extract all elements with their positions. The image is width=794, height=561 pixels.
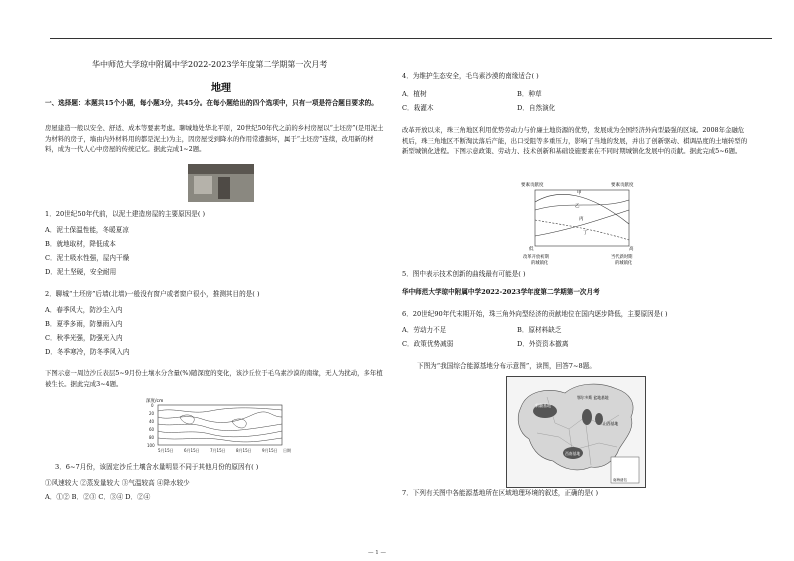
q2-stem: 2．聊城“土坯房”后墙(北墙)一般没有窗户或者窗户很小，推测其目的是( ): [45, 290, 260, 298]
fig-right-top: 要素贡献度: [611, 183, 634, 188]
q3-numbered-options: ①风速较大 ②蒸发量较大 ③气温较高 ④降水较少: [45, 479, 190, 487]
q3-choices[interactable]: A．①② B．②③ C．③④ D．②④: [45, 493, 151, 501]
xtick-0: 5月15日: [158, 448, 174, 453]
ytick-0: 0: [151, 403, 154, 408]
fig-bottom-right: 当代新时期: [611, 255, 633, 260]
y-ticks: [147, 403, 155, 448]
mud-house-photo: [188, 164, 254, 202]
fig-bottom-left: 改革开放初期: [523, 255, 549, 260]
xtick-3: 8月15日: [236, 448, 252, 453]
q1-option-d[interactable]: D．泥土坚硬，安全耐用: [45, 268, 117, 276]
fig-bottom-left-2: 的城镇化: [531, 261, 549, 266]
fig-bottom-right-2: 的城镇化: [615, 261, 633, 266]
q4-option-a[interactable]: A．植树: [402, 90, 427, 98]
xtick-1: 6月15日: [184, 448, 200, 453]
q3-stem: 3．6~7月份，该固定沙丘土壤含水量明显不同于其他月份的原因有( ): [55, 463, 259, 471]
map-label-southwest: 西南基地: [565, 451, 581, 456]
map-label-southsea: 南海诸岛: [613, 478, 627, 482]
xtick-4: 9月15日: [262, 448, 278, 453]
map-label-ordos: 鄂尔多斯 盆地基地: [577, 395, 609, 400]
q6-stem: 6．20世纪90年代末期开始，珠三角外向型经济的贡献地位在国内逐步降低，主要原因是( ): [402, 310, 668, 318]
ytick-20: 20: [149, 411, 155, 416]
map-label-xinjiang: 新疆基地: [535, 403, 551, 408]
q1-option-c[interactable]: C．泥土吸水性强，屋内干燥: [45, 254, 130, 262]
passage-soil: 下图示意一周边沙丘表层5~9月份土壤水分含量(%)随深度的变化，该沙丘位于毛乌素沙漠的南缘，无人为扰动，多年植被生长。据此完成3~4题。: [45, 369, 383, 388]
shanxi-base-blob: [595, 413, 603, 425]
energy-base-map: [506, 376, 646, 488]
xtick-2: 7月15日: [210, 448, 226, 453]
q5-stem: 5．图中表示技术创新的曲线最有可能是( ): [402, 270, 526, 278]
ordos-base-blob: [582, 409, 592, 425]
ytick-60: 60: [149, 427, 155, 432]
q6-option-a[interactable]: A．劳动力不足: [402, 326, 447, 334]
q4-stem: 4．为维护生态安全，毛乌素沙漠的南缘适合( ): [402, 72, 539, 80]
curve-label-jia: 甲: [577, 191, 582, 196]
q7-stem: 7．下列有关图中各能源基地所在区域地理环境的叙述，正确的是( ): [402, 489, 599, 497]
subject-title: 地理: [211, 83, 231, 94]
q2-option-a[interactable]: A．春季风大，防沙尘入内: [45, 306, 123, 314]
x-low: 低: [529, 247, 534, 252]
repeat-header: 华中师范大学琼中附属中学2022-2023学年度第二学期第一次月考: [402, 288, 600, 296]
q2-option-c[interactable]: C．秋季光强，防强光入内: [45, 334, 123, 342]
factor-contribution-figure: [519, 180, 649, 266]
q2-option-b[interactable]: B．夏季多雨，防暴雨入内: [45, 320, 123, 328]
page-footer: — 1 —: [368, 550, 386, 556]
x-high: 高: [629, 247, 634, 252]
top-rule: [50, 38, 772, 39]
passage-pearl-river: 改革开放以来，珠三角地区利用优势劳动力与价廉土地资源的优势，发展成为全国经济外向型最强的区域。2008年金融危机后，珠三角地区不断淘汰落后产能，出口受阻等多重压力，影响了当地的发展，并出了创新驱动、棋调品度的土壤转型的新型城镇化进程。下图示意政策、劳动力、技术创新和基础设施要素在不同时期城镇化发展中的贡献。据此完成5~6题。: [402, 126, 748, 155]
q4-option-c[interactable]: C．栽灌木: [402, 104, 434, 112]
map-label-shanxi: 山西基地: [603, 421, 619, 426]
school-title: 华中师范大学琼中附属中学2022-2023学年度第二学期第一次月考: [92, 60, 328, 69]
ytick-100: 100: [147, 443, 155, 448]
q4-option-d[interactable]: D．自然演化: [517, 104, 556, 112]
passage-map: 下图为“我国综合能源基地分布示意图”，读图，回答7~8题。: [417, 362, 596, 370]
ytick-40: 40: [149, 419, 155, 424]
section-heading: 一、选择题：本题共15个小题，每小题3分，共45分。在每小题给出的四个选项中，只有一项是符合题目要求的。: [45, 99, 378, 107]
q6-option-d[interactable]: D．外资资本撤离: [517, 340, 569, 348]
curve-label-bing: 丙: [579, 217, 584, 222]
curve-label-ding: 丁: [583, 231, 588, 236]
chart-ylabel: 深度/cm: [146, 399, 164, 404]
q1-stem: 1．20世纪50年代前，以泥土建造房屋的主要原因是( ): [45, 210, 206, 218]
passage-house: 房屋建造一般以安全、舒适、成本等要素考虑。聊城地处华北平原，20世纪50年代之前的乡村房屋以“土坯房”(是用泥土为材料的房子，墙由内外材料用的都是泥土)为主，因房屋受到降水的作用常遭损坏，属于“土坯房”连续，改用新的材料，成为一代人心中房屋的传统记忆。据此完成1~2题。: [45, 124, 384, 153]
xunit: 日期: [283, 448, 291, 453]
q1-option-a[interactable]: A．泥土保温性能，冬暖夏凉: [45, 226, 129, 234]
q1-option-b[interactable]: B．就地取材，降低成本: [45, 240, 116, 248]
soil-moisture-chart: [140, 397, 300, 457]
q6-option-c[interactable]: C．政策优势减弱: [402, 340, 454, 348]
ytick-80: 80: [149, 435, 155, 440]
q2-option-d[interactable]: D．冬季寒冷，防冬季风入内: [45, 348, 130, 356]
curve-label-yi: 乙: [575, 204, 580, 209]
q6-option-b[interactable]: B．原材料缺乏: [517, 326, 562, 334]
q4-option-b[interactable]: B．种草: [517, 90, 542, 98]
x-ticks: [158, 447, 291, 453]
contour-lines: [158, 408, 282, 442]
fig-left-top: 要素贡献度: [521, 183, 544, 188]
